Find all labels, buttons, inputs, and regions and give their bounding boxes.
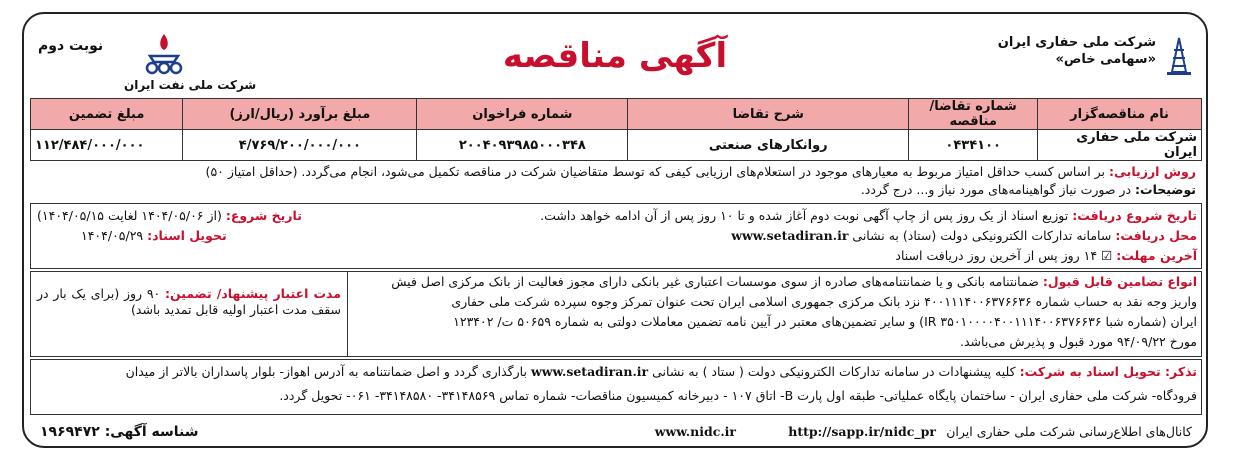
start-receive-text: توزیع اسناد از یک روز پس از چاپ آگهی نوبت دوم آغاز شده و تا ۱۰ روز پس از آن ادامه خواهد داشت. (540, 208, 1069, 223)
place-label: محل دریافت: (1115, 228, 1197, 243)
notes-text: در صورت نیاز گواهینامه‌های مورد نیاز و... درج گردد. (860, 182, 1132, 197)
footer-url-nidc[interactable]: www.nidc.ir (654, 424, 736, 439)
table-row (31, 130, 1202, 161)
tender-table (30, 98, 1202, 161)
col-header: مبلغ برآورد (ریال/ارز) (183, 99, 417, 130)
deadline-label: آخرین مهلت: (1116, 248, 1197, 263)
round-label: نوبت دوم (38, 38, 104, 54)
start-date-line (37, 208, 302, 223)
footer (24, 418, 1206, 448)
page-title: آگهی مناقصه (502, 36, 728, 76)
delivery-line (81, 228, 227, 243)
reminder-url[interactable]: www.setadiran.ir (530, 364, 649, 379)
evaluation-line (206, 164, 1196, 179)
nioc-caption: شرکت ملی نفت ایران (124, 78, 257, 92)
cell-guarantee: ۱۱۲/۴۸۴/۰۰۰/۰۰۰ (31, 130, 183, 161)
footer-url-sapp[interactable]: http://sapp.ir/nidc_pr (788, 424, 936, 439)
nioc-logo-icon (134, 32, 194, 76)
col-header: مبلغ تضمین (31, 99, 183, 130)
tender-notice (22, 12, 1208, 448)
table-header-row (31, 99, 1202, 130)
reminder-label: تذکر: تحویل اسناد به شرکت: (1019, 364, 1197, 379)
col-header: شرح تقاضا (628, 99, 909, 130)
reminder-box (30, 359, 1202, 415)
col-header: شماره تقاضا/ مناقصه (909, 99, 1038, 130)
start-date-value: (از ۱۴۰۴/۰۵/۰۶ لغایت ۱۴۰۴/۰۵/۱۵) (37, 208, 222, 223)
guarantee-line-4: مورخ ۹۴/۰۹/۲۲ مورد قبول و پذیرش می‌باشد. (960, 334, 1197, 349)
evaluation-text: بر اساس کسب حداقل امتیاز مربوط به معیارهای موجود در استعلام‌های ارزیابی کیفی که توسط متقاضیان شرکت در مناقصه تکمیل می‌شود، انجام می‌گردد. (حداقل امتیاز ۵۰) (205, 164, 1106, 179)
deadline-text: ۱۴ روز پس از آخرین روز دریافت اسناد (895, 248, 1098, 263)
delivery-label: تحویل اسناد: (147, 228, 227, 243)
place-url[interactable]: www.setadiran.ir (731, 228, 849, 243)
reminder-line-1 (126, 364, 1197, 379)
deadline-line (895, 248, 1197, 263)
cell-description: روانکارهای صنعتی (628, 130, 909, 161)
company-sub: «سهامی خاص» (1055, 52, 1156, 67)
reminder-text-a: کلیه پیشنهادات در سامانه تدارکات الکترونیکی دولت ( ستاد ) به نشانی (652, 364, 1016, 379)
guarantee-text-1: ضمانتنامه بانکی و یا ضمانتنامه‌های صادره از سوی موسسات اعتباری غیر بانکی دارای مجوز فعالیت از بانک مرکزی اصل فیش (391, 274, 1039, 289)
validity-text-block (37, 286, 341, 318)
start-receive-line (540, 208, 1197, 223)
reminder-text-b: بارگذاری گردد و اصل ضمانتنامه به آدرس اهواز- بلوار پاسداران بالاتر از میدان (125, 364, 527, 379)
place-line (731, 228, 1197, 243)
ad-id: شناسه آگهی: ۱۹۶۹۴۷۲ (40, 424, 199, 440)
cell-call-number: ۲۰۰۴۰۹۳۹۸۵۰۰۰۳۴۸ (417, 130, 628, 161)
start-date-label: تاریخ شروع: (225, 208, 302, 223)
notes-line (861, 182, 1196, 197)
cell-organizer: شرکت ملی حفاری ایران (1038, 130, 1202, 161)
evaluation-label: روش ارزیابی: (1109, 164, 1196, 179)
guarantee-line-3: ایران (شماره شبا IR ۳۵۰۱۰۰۰۰۴۰۰۱۱۱۴۰۰۶۳۷۶۶۳۶) و سایر تضمین‌های معتبر در آیین نامه تضمین معاملات دولتی به شماره ۵۰۶۵۹ ت/ ۱۲۳۴۰۲ (453, 314, 1197, 329)
notes-label: توضیحات: (1135, 182, 1196, 197)
header (24, 14, 1206, 100)
footer-channels: کانال‌های اطلاع‌رسانی شرکت ملی حفاری ایران (946, 424, 1192, 439)
delivery-value: ۱۴۰۴/۰۵/۲۹ (81, 228, 144, 243)
guarantee-line-2: واریز وجه نقد به حساب شماره ۴۰۰۱۱۱۴۰۰۶۳۷۶۶۳۶ نزد بانک مرکزی جمهوری اسلامی ایران تحت عنوان تمرکز وجوه سپرده شرکت ملی حفاری (451, 294, 1197, 309)
place-text: سامانه تدارکات الکترونیکی دولت (ستاد) به نشانی (852, 228, 1112, 243)
validity-label: مدت اعتبار پیشنهاد/ تضمین: (164, 286, 341, 301)
reminder-line-2: فرودگاه- شرکت ملی حفاری ایران - ساختمان پایگاه عملیاتی- طبقه اول پارت B- اتاق ۱۰۷ - دبیرخانه کمیسیون مناقصات- شماره تماس ۳۴۱۴۸۵۶۹- ۳۴۱۴۸۵۸۰- ۰۶۱- تحویل گردد. (279, 388, 1197, 403)
company-name: شرکت ملی حفاری ایران (997, 35, 1156, 50)
guarantee-box (30, 271, 1202, 357)
col-header: شماره فراخوان (417, 99, 628, 130)
cell-estimate: ۴/۷۶۹/۲۰۰/۰۰۰/۰۰۰ (183, 130, 417, 161)
documents-box (30, 203, 1202, 269)
guarantee-line-1 (391, 274, 1197, 289)
col-header: نام مناقصه‌گزار (1038, 99, 1202, 130)
start-receive-label: تاریخ شروع دریافت: (1072, 208, 1197, 223)
checkbox-icon: ☑ (1101, 248, 1113, 263)
guarantee-label: انواع تضامین قابل قبول: (1042, 274, 1197, 289)
cell-tender-number: ۰۴۳۴۱۰۰ (909, 130, 1038, 161)
validity-cell (31, 272, 348, 356)
validity-text: ۹۰ روز (برای یک بار در سقف مدت اعتبار اولیه قابل تمدید باشد) (37, 286, 341, 317)
